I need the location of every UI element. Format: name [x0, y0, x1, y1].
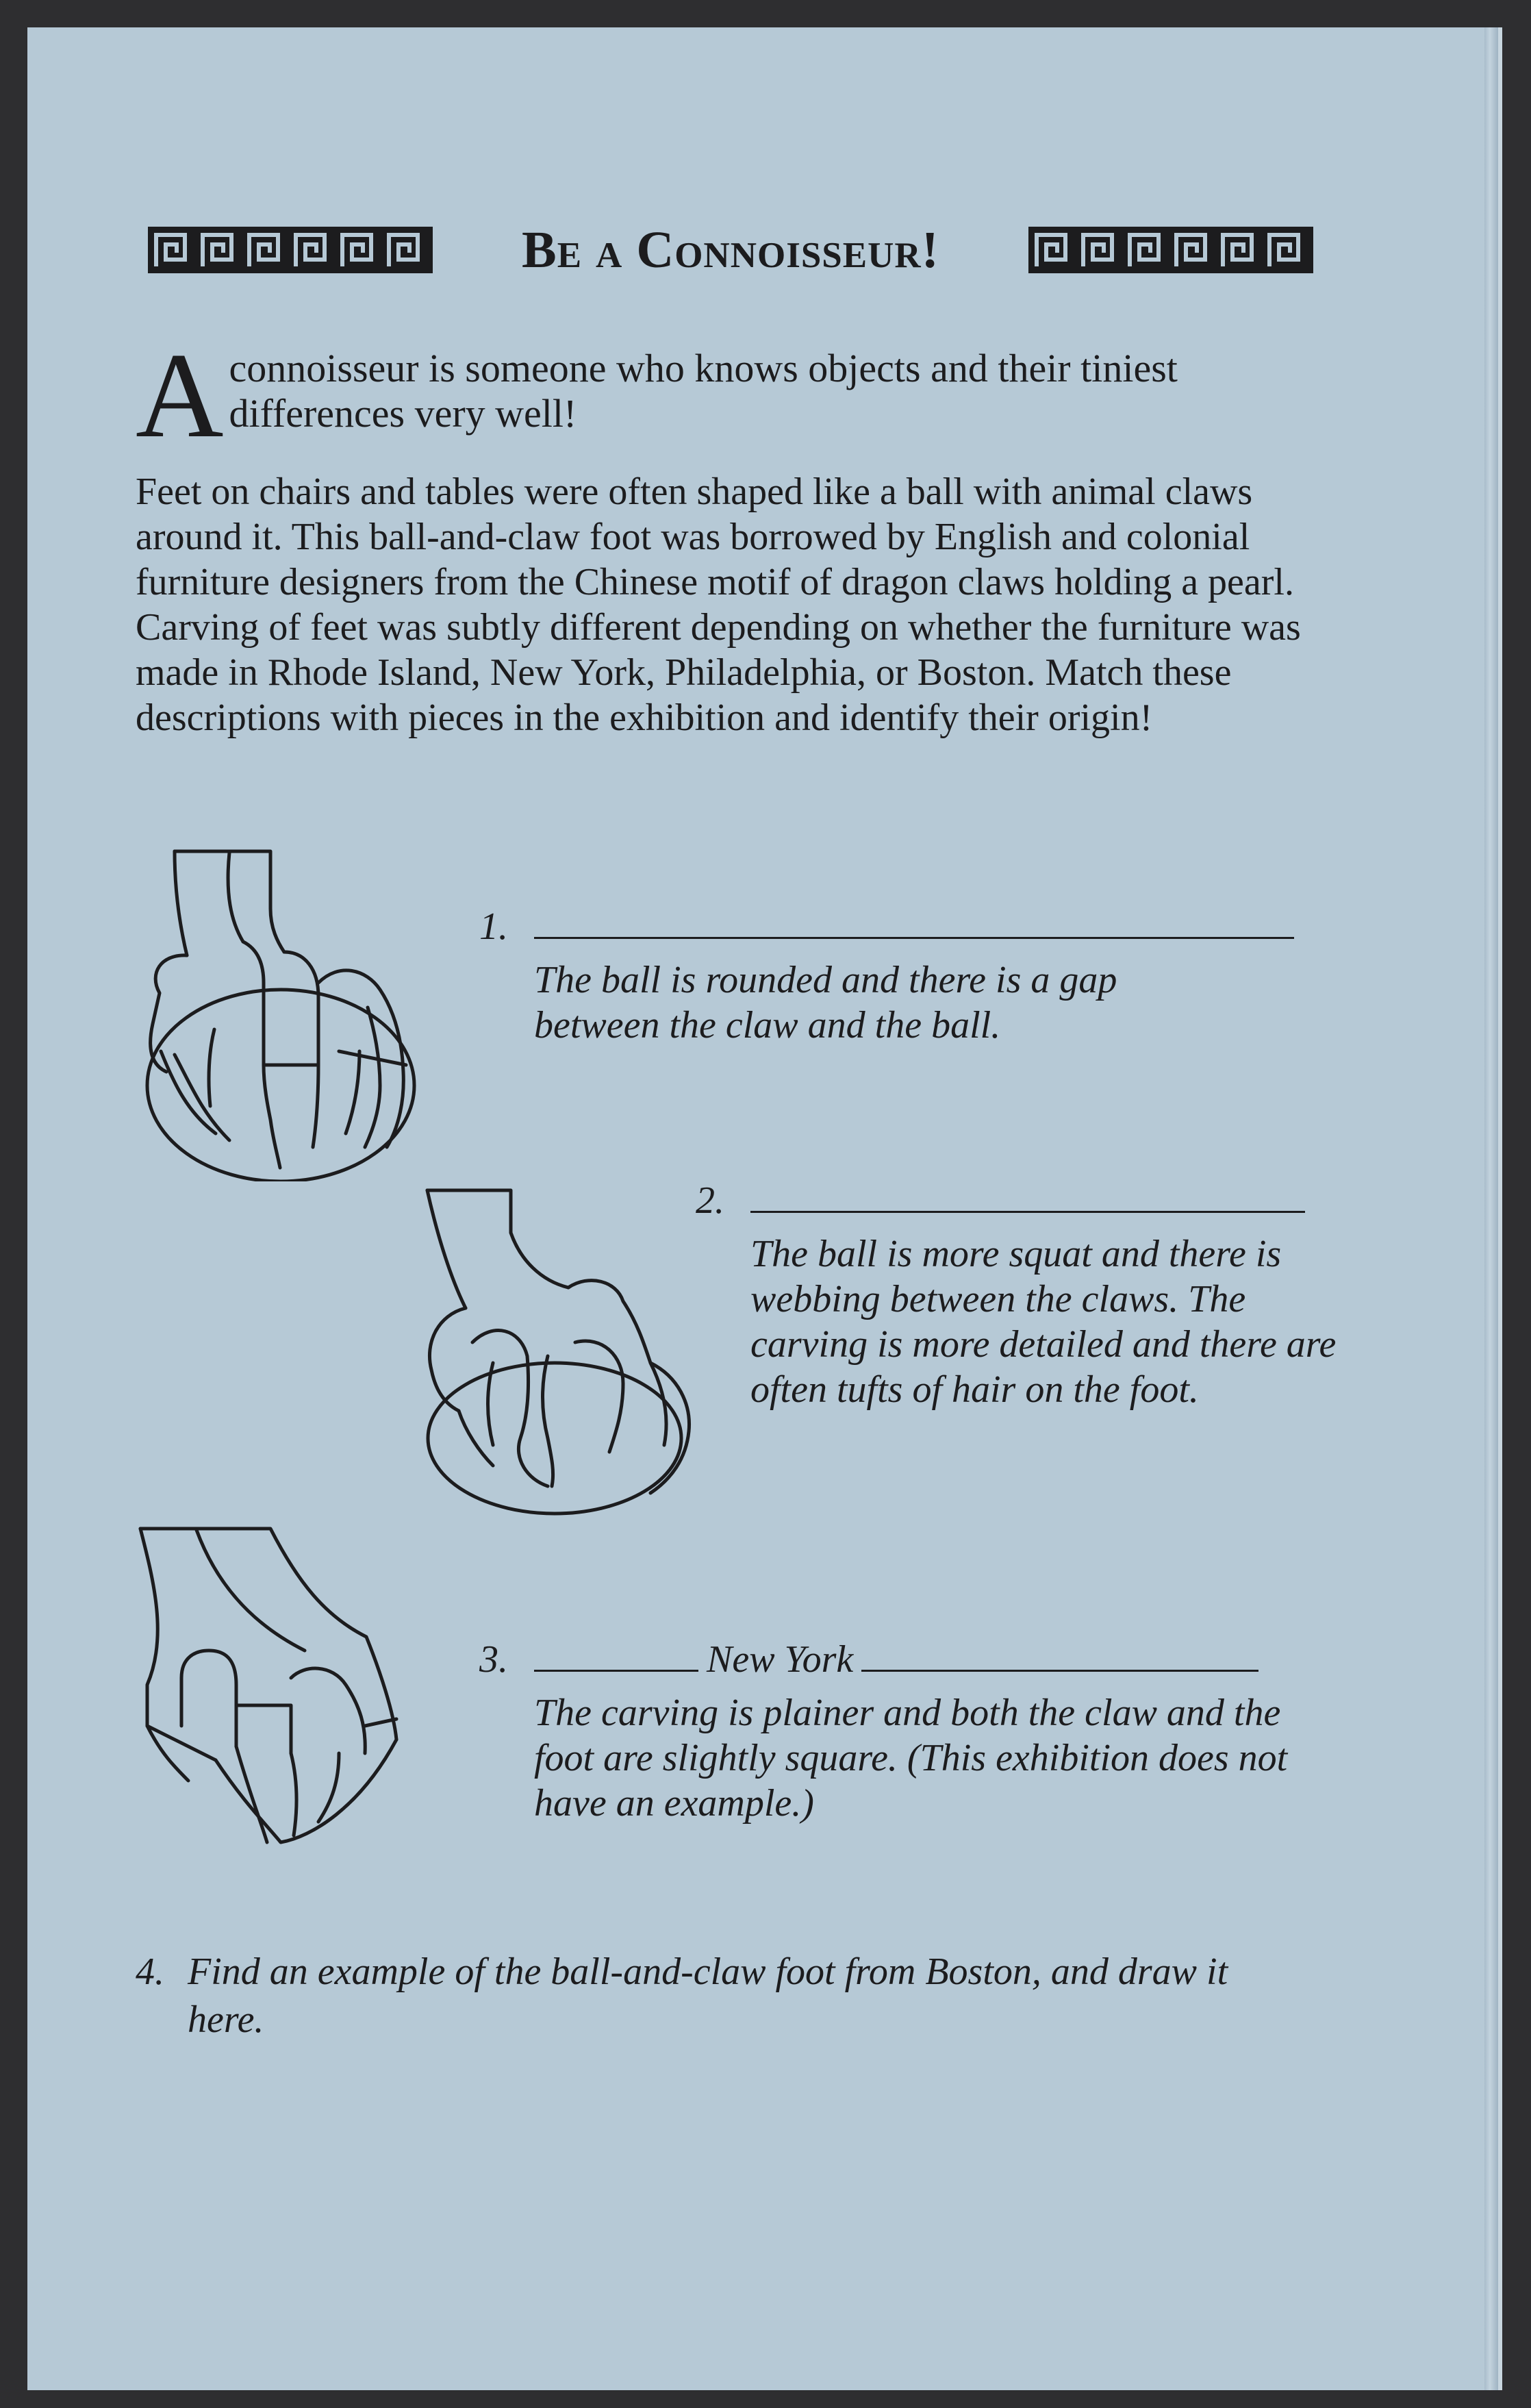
item-4-number: 4.	[136, 1951, 164, 1993]
greek-key-border-icon	[1027, 225, 1315, 275]
item-1-answer-blank[interactable]	[534, 907, 1294, 939]
item-4	[136, 1948, 1300, 2044]
item-3-description: The carving is plainer and both the claw and the foot are slightly square. (This exhibition does not have an example.)	[534, 1692, 1288, 1824]
page-fold	[1484, 27, 1498, 2390]
item-2-description: The ball is more squat and there is webbing between the claws. The carving is more detailed and there are often tufts of hair on the foot.	[750, 1233, 1337, 1411]
item-3-answer-blank-left[interactable]	[534, 1640, 698, 1672]
ball-and-claw-foot-illustration	[418, 1185, 705, 1520]
item-1	[479, 904, 1301, 1048]
greek-key-border-icon	[147, 225, 434, 275]
intro	[136, 327, 1327, 463]
item-3-number: 3.	[479, 1638, 508, 1681]
ball-and-claw-foot-illustration	[134, 1520, 428, 1856]
page-title: Be a Connoisseur!	[522, 221, 939, 279]
intro-text: connoisseur is someone who knows objects and their tiniest differences very well!	[229, 346, 1178, 436]
item-1-description: The ball is rounded and there is a gap between the claw and the ball.	[534, 959, 1117, 1046]
page-edge	[1498, 27, 1502, 2390]
ball-and-claw-foot-illustration	[134, 846, 428, 1181]
item-2-number: 2.	[696, 1179, 724, 1222]
item-2-answer-blank[interactable]	[750, 1181, 1305, 1213]
item-2	[696, 1178, 1337, 1412]
item-1-number: 1.	[479, 905, 508, 948]
item-3-answer-blank-right[interactable]	[861, 1640, 1258, 1672]
item-3	[479, 1637, 1301, 1826]
body-paragraph: Feet on chairs and tables were often shaped like a ball with animal claws around it. This ball-and-claw foot was borrowed by English and colonial furniture designers from the Chinese motif of dragon claws holding a pearl. Carving of feet was subtly different depending on whether the furniture was made in Rhode Island, New York, Philadelphia, or Boston. Match these descriptions with pieces in the exhibition and identify their origin!	[136, 471, 1301, 739]
drop-cap: A	[136, 327, 224, 463]
item-4-description: Find an example of the ball-and-claw foot from Boston, and draw it here.	[188, 1951, 1228, 2041]
heading-row	[147, 212, 1315, 288]
item-3-answer: New York	[707, 1638, 854, 1681]
